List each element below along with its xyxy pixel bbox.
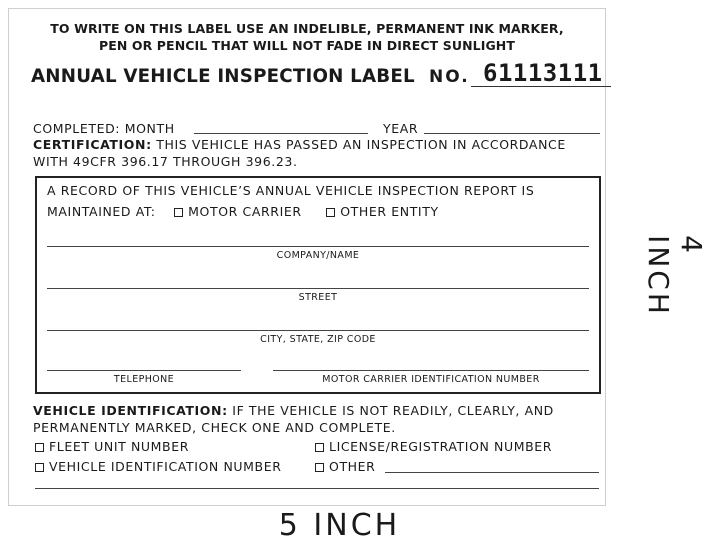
- vehicle-id-field[interactable]: [35, 488, 599, 489]
- month-field[interactable]: [194, 133, 368, 134]
- other-entity-label: OTHER ENTITY: [340, 204, 439, 219]
- record-line-1: A RECORD OF THIS VEHICLE’S ANNUAL VEHICLE INSPECTION REPORT IS: [47, 183, 535, 198]
- fleet-unit-option[interactable]: [35, 439, 189, 454]
- city-caption: CITY, STATE, ZIP CODE: [260, 334, 376, 345]
- telephone-field[interactable]: [47, 370, 241, 371]
- other-checkbox[interactable]: [315, 463, 324, 472]
- maintained-at-row: [47, 204, 439, 219]
- telephone-caption: TELEPHONE: [113, 374, 175, 385]
- certification-heading: CERTIFICATION:: [33, 137, 152, 152]
- vehicle-id-line-2: PERMANENTLY MARKED, CHECK ONE AND COMPLETE.: [33, 420, 396, 435]
- vin-option[interactable]: [35, 459, 282, 474]
- vin-checkbox[interactable]: [35, 463, 44, 472]
- width-dimension-label: 5 INCH: [278, 508, 401, 543]
- city-field[interactable]: [47, 330, 589, 331]
- vehicle-id-line-1: [33, 403, 554, 418]
- other-label: OTHER: [329, 459, 376, 474]
- warning-line-1: TO WRITE ON THIS LABEL USE AN INDELIBLE, PERMANENT INK MARKER,: [50, 21, 564, 36]
- mc-number-field[interactable]: [273, 370, 589, 371]
- license-checkbox[interactable]: [315, 443, 324, 452]
- year-label: YEAR: [383, 121, 419, 136]
- vehicle-id-text-1: IF THE VEHICLE IS NOT READILY, CLEARLY, AND: [232, 403, 554, 418]
- warning-line-2: PEN OR PENCIL THAT WILL NOT FADE IN DIRECT SUNLIGHT: [98, 38, 515, 53]
- company-caption: COMPANY/NAME: [276, 250, 360, 261]
- label-title: ANNUAL VEHICLE INSPECTION LABEL: [31, 65, 415, 87]
- label-number: 61113111: [483, 59, 603, 87]
- number-label: NO.: [429, 67, 470, 87]
- inspection-label: [8, 8, 606, 506]
- vehicle-id-heading: VEHICLE IDENTIFICATION:: [33, 403, 228, 418]
- certification-line-1: [33, 137, 566, 152]
- completed-month-label: COMPLETED: MONTH: [33, 121, 175, 136]
- mc-number-caption: MOTOR CARRIER IDENTIFICATION NUMBER: [322, 374, 540, 385]
- fleet-unit-checkbox[interactable]: [35, 443, 44, 452]
- other-entity-option[interactable]: [326, 204, 438, 219]
- street-field[interactable]: [47, 288, 589, 289]
- other-field[interactable]: [385, 472, 599, 473]
- fleet-unit-label: FLEET UNIT NUMBER: [49, 439, 189, 454]
- motor-carrier-checkbox[interactable]: [174, 208, 183, 217]
- record-box: [35, 176, 601, 394]
- certification-line-2: WITH 49CFR 396.17 THROUGH 396.23.: [33, 154, 298, 169]
- other-entity-checkbox[interactable]: [326, 208, 335, 217]
- motor-carrier-option[interactable]: [174, 204, 301, 219]
- company-field[interactable]: [47, 246, 589, 247]
- street-caption: STREET: [298, 292, 338, 303]
- number-underline: [471, 86, 611, 87]
- other-option[interactable]: [315, 459, 375, 474]
- maintained-at-label: MAINTAINED AT:: [47, 204, 156, 219]
- vin-label: VEHICLE IDENTIFICATION NUMBER: [49, 459, 282, 474]
- motor-carrier-label: MOTOR CARRIER: [188, 204, 302, 219]
- certification-text-1: THIS VEHICLE HAS PASSED AN INSPECTION IN ACCORDANCE: [156, 137, 566, 152]
- height-dimension-label: 4 INCH: [641, 235, 708, 317]
- license-label: LICENSE/REGISTRATION NUMBER: [329, 439, 553, 454]
- license-option[interactable]: [315, 439, 552, 454]
- year-field[interactable]: [424, 133, 600, 134]
